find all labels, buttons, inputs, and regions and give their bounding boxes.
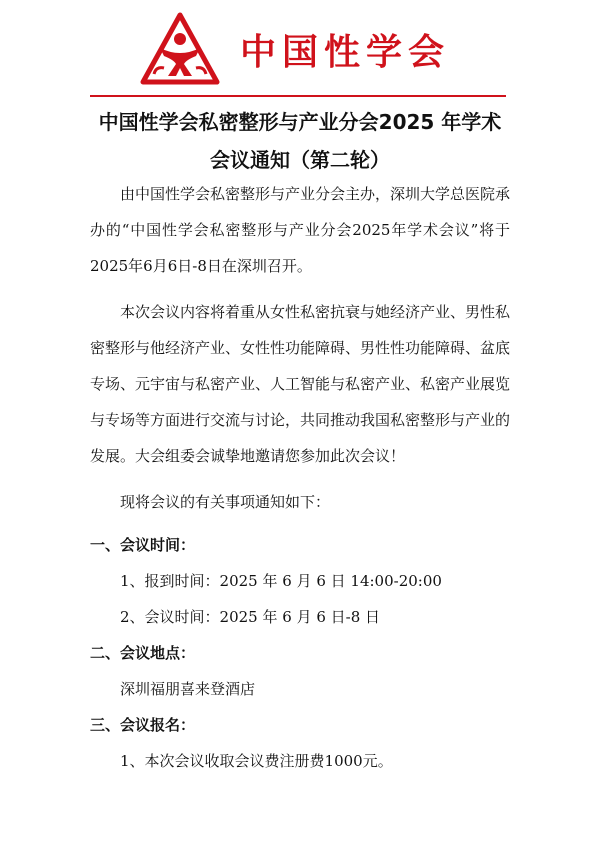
section-heading-registration: 三、会议报名： [90, 716, 196, 734]
intro-body [90, 176, 510, 520]
header-divider [90, 95, 506, 97]
section-heading-time: 一、会议时间： [90, 536, 196, 554]
notice-title-line-1: 中国性学会私密整形与产业分会2025 年学术 [98, 110, 502, 134]
content-paragraph: 本次会议内容将着重从女性私密抗衰与她经济产业、男性私密整形与他经济产业、女性性功能障碍、男性性功能障碍、盆底专场、元宇宙与私密产业、人工智能与私密产业、私密产业展览与专场等方面进行交流与讨论，共同推动我国私密整形与产业的发展。大会组委会诚挚地邀请您参加此次会议！ [90, 303, 511, 465]
meeting-time-item: 2、会议时间：2025 年 6 月 6 日-8 日 [120, 608, 381, 626]
letterhead [0, 0, 600, 96]
organization-name: 中国性学会 [240, 32, 451, 73]
registration-time-item: 1、报到时间：2025 年 6 月 6 日 14:00-20:00 [120, 572, 442, 590]
notice-lead-paragraph: 现将会议的有关事项通知如下： [120, 493, 331, 511]
section-heading-venue: 二、会议地点： [90, 644, 196, 662]
notice-title-line-2: 会议通知（第二轮） [210, 148, 390, 172]
venue-name: 深圳福朋喜来登酒店 [120, 680, 256, 698]
registration-fee-item: 1、本次会议收取会议费注册费1000元。 [120, 752, 393, 770]
intro-paragraph: 由中国性学会私密整形与产业分会主办，深圳大学总医院承办的“中国性学会私密整形与产业分会2025年学术会议”将于2025年6月6日-8日在深圳召开。 [90, 185, 511, 275]
organization-logo-icon [140, 12, 220, 88]
